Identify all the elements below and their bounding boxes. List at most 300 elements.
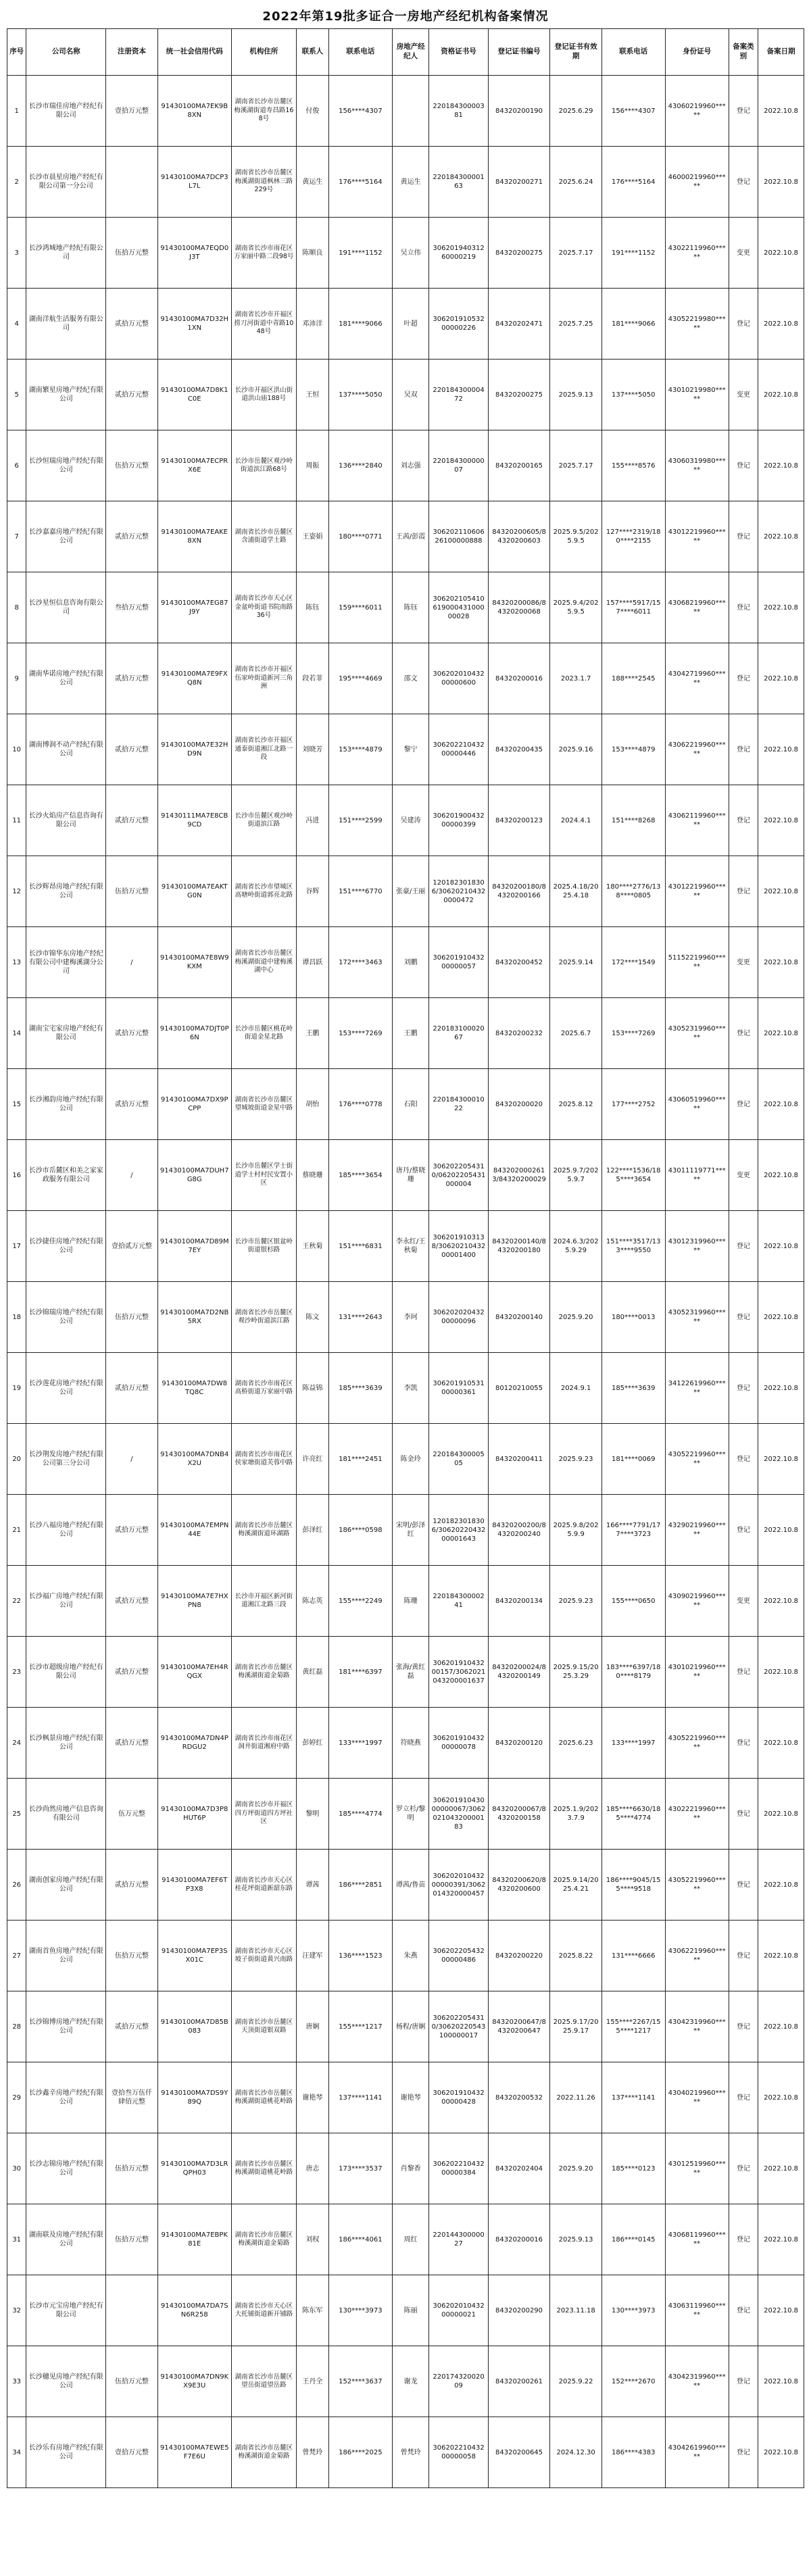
table-cell: 登记: [729, 1637, 758, 1708]
table-cell: 2025.9.8/2025.9.9: [550, 1495, 601, 1566]
table-cell: 伍拾万元整: [106, 856, 157, 927]
table-cell: 157****5917/157****6011: [601, 572, 665, 643]
table-cell: 155****1217: [328, 1991, 392, 2062]
table-cell: 湖南省长沙市开福区通泰街道湘江北路一段: [231, 714, 296, 785]
table-cell: 吴建涛: [392, 785, 429, 856]
table-cell: 173****3537: [328, 2133, 392, 2204]
table-cell: 176****0778: [328, 1069, 392, 1140]
table-cell: 湖南省长沙市岳麓区天顶街道银双路: [231, 1991, 296, 2062]
table-cell: 长沙市晨星房地产经纪有限公司第一分公司: [26, 147, 106, 218]
table-cell: 91430100MA7EK9B8XN: [157, 76, 231, 147]
table-cell: 151****6831: [328, 1211, 392, 1282]
column-header: 公司名称: [26, 29, 106, 76]
table-cell: 43012319960*****: [665, 1211, 729, 1282]
table-cell: 刘志强: [392, 430, 429, 501]
table-cell: 2022.10.8: [758, 2417, 804, 2488]
table-cell: 2025.9.20: [550, 1282, 601, 1353]
table-cell: 43010219980*****: [665, 360, 729, 430]
table-cell: 43068219960*****: [665, 572, 729, 643]
table-cell: 登记: [729, 1282, 758, 1353]
table-cell: 16: [7, 1140, 26, 1211]
table-cell: 长沙市瑞佳房地产经纪有限公司: [26, 76, 106, 147]
table-cell: 84320200140: [488, 1282, 550, 1353]
table-cell: 李凯: [392, 1353, 429, 1424]
column-header: 身份证号: [665, 29, 729, 76]
table-cell: 12: [7, 856, 26, 927]
table-cell: 登记: [729, 2275, 758, 2346]
table-cell: 伍拾万元整: [106, 218, 157, 289]
table-cell: 登记: [729, 1991, 758, 2062]
table-cell: 9: [7, 643, 26, 714]
table-cell: 贰拾万元整: [106, 360, 157, 430]
table-cell: 185****3639: [328, 1353, 392, 1424]
table-cell: 155****2249: [328, 1566, 392, 1637]
table-cell: 17: [7, 1211, 26, 1282]
table-cell: 湖南省长沙市天心区桂花坪街道新韶东路: [231, 1850, 296, 1921]
table-cell: 伍拾万元整: [106, 2346, 157, 2417]
table-cell: 84320200134: [488, 1566, 550, 1637]
table-cell: 43040219960*****: [665, 2062, 729, 2133]
table-cell: 51152219960*****: [665, 927, 729, 998]
table-cell: 2022.10.8: [758, 572, 804, 643]
table-cell: 91430100MA7E32HD9N: [157, 714, 231, 785]
table-cell: 2025.9.20: [550, 2133, 601, 2204]
table-cell: /: [106, 1140, 157, 1211]
table-cell: 151****6770: [328, 856, 392, 927]
table-cell: 22018430000007: [429, 430, 488, 501]
table-cell: 长沙市开福区洪山街道洪山庙188号: [231, 360, 296, 430]
table-cell: 91430100MA7EAKE8XN: [157, 501, 231, 572]
table-cell: 长沙市岳麓区银盆岭街道银杉路: [231, 1211, 296, 1282]
table-cell: 3: [7, 218, 26, 289]
table-cell: 唐丹/蔡晓珊: [392, 1140, 429, 1211]
table-cell: 91430100MA7DN9KX9E3U: [157, 2346, 231, 2417]
table-cell: 84320200200/84320200240: [488, 1495, 550, 1566]
column-header: 资格证书号: [429, 29, 488, 76]
table-cell: 32: [7, 2275, 26, 2346]
table-cell: 2022.10.8: [758, 218, 804, 289]
table-cell: 2025.6.7: [550, 998, 601, 1069]
table-row: [7, 1211, 804, 1282]
table-cell: 2025.4.18/2025.4.18: [550, 856, 601, 927]
table-cell: 30620211060626100000888: [429, 501, 488, 572]
table-row: [7, 572, 804, 643]
table-cell: 长沙市岳麓区观沙岭街道滨江路68号: [231, 430, 296, 501]
table-row: [7, 1637, 804, 1708]
table-cell: 叶超: [392, 289, 429, 360]
table-cell: 湖南省长沙市雨花区洞井街道湘府中路: [231, 1708, 296, 1779]
table-cell: 8: [7, 572, 26, 643]
table-cell: 91430100MA7D8K1C0E: [157, 360, 231, 430]
table-row: [7, 643, 804, 714]
table-cell: 朱燕: [392, 1921, 429, 1991]
table-cell: 唐娴: [296, 1991, 328, 2062]
table-cell: 30620191043000000067/306202104320000183: [429, 1779, 488, 1850]
table-cell: 黎明: [296, 1779, 328, 1850]
table-cell: 180****0013: [601, 1282, 665, 1353]
table-cell: 长沙鑫辛房地产经纪有限公司: [26, 2062, 106, 2133]
table-cell: 31: [7, 2204, 26, 2275]
table-cell: 长沙市岳麓区观沙岭街道滨江路: [231, 785, 296, 856]
table-cell: 2022.10.8: [758, 927, 804, 998]
column-header: 注册资本: [106, 29, 157, 76]
table-cell: 长沙市锦华东房地产经纪有限公司中建梅溪湖分公司: [26, 927, 106, 998]
table-cell: 冯进: [296, 785, 328, 856]
table-cell: 登记: [729, 785, 758, 856]
table-cell: 长沙乐有房地产经纪有限公司: [26, 2417, 106, 2488]
table-cell: 2022.10.8: [758, 2204, 804, 2275]
table-cell: 长沙八福房地产经纪有限公司: [26, 1495, 106, 1566]
table-cell: 18: [7, 1282, 26, 1353]
table-cell: 壹拾万元整: [106, 76, 157, 147]
table-cell: 2025.1.9/2023.7.9: [550, 1779, 601, 1850]
table-cell: 22014430000027: [429, 2204, 488, 2275]
table-cell: 陈珊: [392, 1566, 429, 1637]
table-cell: 166****7791/177****3723: [601, 1495, 665, 1566]
table-cell: 登记: [729, 714, 758, 785]
table-cell: 185****0123: [601, 2133, 665, 2204]
table-cell: 43010219960*****: [665, 1637, 729, 1708]
table-cell: 肖黎香: [392, 2133, 429, 2204]
table-cell: 2025.6.23: [550, 1708, 601, 1779]
table-cell: 湖南省长沙市岳麓区梅溪湖街道金菊路: [231, 2417, 296, 2488]
table-cell: 黄红磊: [296, 1637, 328, 1708]
table-cell: 91430100MA7D89M7EY: [157, 1211, 231, 1282]
table-cell: 贰拾万元整: [106, 785, 157, 856]
table-cell: 130****3973: [601, 2275, 665, 2346]
table-cell: 符晓燕: [392, 1708, 429, 1779]
table-row: [7, 2346, 804, 2417]
table-cell: 陈东军: [296, 2275, 328, 2346]
table-cell: 长沙鸿城地产经纪有限公司: [26, 218, 106, 289]
table-cell: 91430100MA7DW8TQ8C: [157, 1353, 231, 1424]
table-row: [7, 1566, 804, 1637]
table-cell: 2025.9.5/2025.9.5: [550, 501, 601, 572]
table-cell: 91430111MA7E8CB9CD: [157, 785, 231, 856]
table-cell: 湖南省长沙市天心区坡子街街道黄兴南路: [231, 1921, 296, 1991]
table-cell: 2022.10.8: [758, 501, 804, 572]
table-row: [7, 1708, 804, 1779]
table-cell: 91430100MA7EAKTG0N: [157, 856, 231, 927]
table-cell: 长沙荆发房地产经纪有限公司第三分公司: [26, 1424, 106, 1495]
table-cell: 贰拾万元整: [106, 1637, 157, 1708]
table-cell: 湖南宝宅家房地产经纪有限公司: [26, 998, 106, 1069]
table-cell: 91430100MA7D3LRQPH03: [157, 2133, 231, 2204]
table-cell: 137****1141: [328, 2062, 392, 2133]
table-cell: 登记: [729, 1921, 758, 1991]
table-cell: 153****7269: [328, 998, 392, 1069]
table-row: [7, 360, 804, 430]
column-header: 机构住所: [231, 29, 296, 76]
table-cell: 30620220543200000486: [429, 1921, 488, 1991]
table-cell: 30620221043200000446: [429, 714, 488, 785]
table-cell: 叁拾万元整: [106, 572, 157, 643]
table-cell: 湖南省长沙市岳麓区观沙岭街道滨江路: [231, 1282, 296, 1353]
table-cell: 84320200261: [488, 2346, 550, 2417]
table-cell: 谭昌跃: [296, 927, 328, 998]
table-cell: 22: [7, 1566, 26, 1637]
table-row: [7, 2133, 804, 2204]
table-cell: 84320200647/84320200647: [488, 1991, 550, 2062]
table-cell: 2022.10.8: [758, 1779, 804, 1850]
table-cell: 2: [7, 147, 26, 218]
table-cell: 136****1523: [328, 1921, 392, 1991]
table-cell: 22018430001022: [429, 1069, 488, 1140]
table-cell: 张海/黄红磊: [392, 1637, 429, 1708]
table-cell: 91430100MA7D3P8HUT6P: [157, 1779, 231, 1850]
table-cell: 登记: [729, 2346, 758, 2417]
table-cell: 84320200620/84320200600: [488, 1850, 550, 1921]
table-cell: 长沙辉昂房地产经纪有限公司: [26, 856, 106, 927]
table-cell: 153****4879: [601, 714, 665, 785]
column-header: 备案类别: [729, 29, 758, 76]
table-cell: 罗立杉/黎明: [392, 1779, 429, 1850]
table-cell: 2022.10.8: [758, 1637, 804, 1708]
table-cell: 2022.10.8: [758, 785, 804, 856]
table-cell: 湖南洋航生活服务有限公司: [26, 289, 106, 360]
table-cell: 181****6397: [328, 1637, 392, 1708]
table-cell: 长沙市元宝房地产经纪有限公司: [26, 2275, 106, 2346]
table-cell: 长沙枫景房地产经纪有限公司: [26, 1708, 106, 1779]
table-cell: 宋明/彭泽红: [392, 1495, 429, 1566]
table-cell: 2025.7.17: [550, 218, 601, 289]
table-cell: 186****0598: [328, 1495, 392, 1566]
table-cell: 2022.10.8: [758, 76, 804, 147]
table-cell: 2023.11.18: [550, 2275, 601, 2346]
table-cell: 变更: [729, 1140, 758, 1211]
table-cell: 43042319960*****: [665, 2346, 729, 2417]
table-row: [7, 2062, 804, 2133]
table-cell: 84320200020: [488, 1069, 550, 1140]
table-cell: 王秋菊: [296, 1211, 328, 1282]
table-cell: 李永红/王秋菊: [392, 1211, 429, 1282]
table-cell: 22018430000163: [429, 147, 488, 218]
table-cell: 王茜/彭霞: [392, 501, 429, 572]
table-cell: 181****9066: [601, 289, 665, 360]
table-cell: 30620202043200000096: [429, 1282, 488, 1353]
table-cell: 湖南省长沙市开福区四方坪街道四方坪社区: [231, 1779, 296, 1850]
table-cell: 登记: [729, 1779, 758, 1850]
table-cell: 43052219960*****: [665, 1424, 729, 1495]
table-cell: 陈顺良: [296, 218, 328, 289]
table-cell: 84320200120: [488, 1708, 550, 1779]
table-cell: 43090219960*****: [665, 1566, 729, 1637]
table-cell: 185****3639: [601, 1353, 665, 1424]
table-cell: 2022.10.8: [758, 1424, 804, 1495]
table-cell: 43052219960*****: [665, 1708, 729, 1779]
table-cell: 伍拾万元整: [106, 430, 157, 501]
table-cell: 84320200411: [488, 1424, 550, 1495]
column-header: 备案日期: [758, 29, 804, 76]
table-cell: 28: [7, 1991, 26, 2062]
table-row: [7, 1779, 804, 1850]
table-cell: 152****3637: [328, 2346, 392, 2417]
table-cell: 7: [7, 501, 26, 572]
table-cell: 长沙锦博房地产经纪有限公司: [26, 1991, 106, 2062]
table-cell: 长沙市开福区新河街道湘江北路三段: [231, 1566, 296, 1637]
table-cell: 195****4669: [328, 643, 392, 714]
table-cell: 84320202471: [488, 289, 550, 360]
table-cell: 变更: [729, 1566, 758, 1637]
table-cell: 46000219960*****: [665, 147, 729, 218]
table-cell: 2025.9.13: [550, 360, 601, 430]
table-cell: 91430100MA7EWE5F7E6U: [157, 2417, 231, 2488]
table-cell: 1201823018306/3062022043200001643: [429, 1495, 488, 1566]
table-cell: 王姿娟: [296, 501, 328, 572]
table-cell: 2025.6.29: [550, 76, 601, 147]
column-header: 登记证书编号: [488, 29, 550, 76]
table-cell: 43290219960*****: [665, 1495, 729, 1566]
table-cell: 21: [7, 1495, 26, 1566]
table-cell: 91430100MA7DCP3L7L: [157, 147, 231, 218]
table-cell: 王鹏: [392, 998, 429, 1069]
table-cell: 43052319960*****: [665, 998, 729, 1069]
table-cell: 黎宁: [392, 714, 429, 785]
column-header: 联系电话: [601, 29, 665, 76]
table-cell: 22018310002067: [429, 998, 488, 1069]
column-header: 房地产经纪人: [392, 29, 429, 76]
table-row: [7, 501, 804, 572]
table-cell: 84320200180/84320200166: [488, 856, 550, 927]
table-cell: 2024.12.30: [550, 2417, 601, 2488]
table-cell: 30620201043200000391/3062014320000457: [429, 1850, 488, 1921]
column-header: 联系人: [296, 29, 328, 76]
table-cell: 曾梵玲: [392, 2417, 429, 2488]
table-row: [7, 1069, 804, 1140]
table-cell: 2022.10.8: [758, 2062, 804, 2133]
table-cell: 王丹全: [296, 2346, 328, 2417]
column-header: 联系电话: [328, 29, 392, 76]
table-cell: 湖南省长沙市岳麓区梅溪湖街道寿昌路168号: [231, 76, 296, 147]
table-cell: 贰拾万元整: [106, 1353, 157, 1424]
table-cell: 43022219960*****: [665, 1779, 729, 1850]
table-cell: 2025.6.24: [550, 147, 601, 218]
table-cell: 91430100MA7EBPK81E: [157, 2204, 231, 2275]
table-cell: 长沙市超级房地产经纪有限公司: [26, 1637, 106, 1708]
table-row: [7, 1424, 804, 1495]
table-cell: 3062022054310/30620220543100000017: [429, 1991, 488, 2062]
table-cell: 湖南省长沙市岳麓区梅溪湖街道桃花岭路: [231, 2062, 296, 2133]
table-cell: 136****2840: [328, 430, 392, 501]
table-cell: 2022.10.8: [758, 1921, 804, 1991]
table-cell: 191****1152: [328, 218, 392, 289]
table-cell: 长沙福广房地产经纪有限公司: [26, 1566, 106, 1637]
table-row: [7, 289, 804, 360]
table-row: [7, 998, 804, 1069]
table-cell: 153****4879: [328, 714, 392, 785]
table-cell: 2022.10.8: [758, 1566, 804, 1637]
table-cell: 188****2545: [601, 643, 665, 714]
table-cell: 湖南省长沙市岳麓区含浦街道学士路: [231, 501, 296, 572]
table-cell: [106, 147, 157, 218]
table-row: [7, 785, 804, 856]
table-cell: 43062219960*****: [665, 1921, 729, 1991]
table-cell: 付俊: [296, 76, 328, 147]
table-cell: 湖南省长沙市开福区捞刀河街道中青路1048号: [231, 289, 296, 360]
table-cell: 登记: [729, 2204, 758, 2275]
table-cell: 13: [7, 927, 26, 998]
table-cell: 湖南创家房地产经纪有限公司: [26, 1850, 106, 1921]
table-cell: 黄运生: [296, 147, 328, 218]
table-cell: 汪建军: [296, 1921, 328, 1991]
table-cell: 30620210541061900043100000028: [429, 572, 488, 643]
table-cell: 185****6630/185****4774: [601, 1779, 665, 1850]
table-cell: 91430100MA7DX9PCPP: [157, 1069, 231, 1140]
table-cell: 谭茜: [296, 1850, 328, 1921]
table-cell: 长沙恒瑞房地产经纪有限公司: [26, 430, 106, 501]
table-cell: 2022.10.8: [758, 856, 804, 927]
table-cell: 29: [7, 2062, 26, 2133]
table-cell: 陈钰: [296, 572, 328, 643]
table-cell: 22017432002009: [429, 2346, 488, 2417]
table-cell: 91430100MA7DNB4X2U: [157, 1424, 231, 1495]
column-header: 序号: [7, 29, 26, 76]
table-cell: 181****2451: [328, 1424, 392, 1495]
table-cell: 湖南省长沙市岳麓区梅溪湖街道枫林三路229号: [231, 147, 296, 218]
table-cell: 30620221043200000384: [429, 2133, 488, 2204]
table-cell: 长沙莲花房地产经纪有限公司: [26, 1353, 106, 1424]
table-cell: 贰拾万元整: [106, 1069, 157, 1140]
table-cell: 172****3463: [328, 927, 392, 998]
table-cell: 登记: [729, 1211, 758, 1282]
table-cell: 变更: [729, 360, 758, 430]
table-cell: 43052319960*****: [665, 1282, 729, 1353]
table-cell: 吴双: [392, 360, 429, 430]
table-cell: 贰拾万元整: [106, 1708, 157, 1779]
table-cell: 2022.10.8: [758, 643, 804, 714]
table-cell: 2025.9.14: [550, 927, 601, 998]
table-cell: 陈文: [296, 1282, 328, 1353]
table-cell: 陈金玲: [392, 1424, 429, 1495]
column-header: 统一社会信用代码: [157, 29, 231, 76]
table-cell: 30620190043200000399: [429, 785, 488, 856]
table-cell: 43062119960*****: [665, 785, 729, 856]
table-cell: 邓沛洋: [296, 289, 328, 360]
table-cell: 22018430000472: [429, 360, 488, 430]
table-cell: 186****2025: [328, 2417, 392, 2488]
table-cell: 湖南联及房地产经纪有限公司: [26, 2204, 106, 2275]
table-row: [7, 714, 804, 785]
table-cell: 2025.9.23: [550, 1566, 601, 1637]
table-cell: 2024.9.1: [550, 1353, 601, 1424]
table-cell: 185****4774: [328, 1779, 392, 1850]
table-cell: 壹拾万元整: [106, 2417, 157, 2488]
table-row: [7, 1991, 804, 2062]
table-row: [7, 76, 804, 147]
table-cell: 陈益锦: [296, 1353, 328, 1424]
table-cell: 登记: [729, 289, 758, 360]
table-cell: 登记: [729, 2133, 758, 2204]
table-cell: 1201823018306/306202104320000472: [429, 856, 488, 927]
table-cell: 湖南博润不动产经纪有限公司: [26, 714, 106, 785]
table-cell: 2022.10.8: [758, 360, 804, 430]
table-cell: 邵文: [392, 643, 429, 714]
table-cell: 91430100MA7D85B083: [157, 1991, 231, 2062]
table-cell: 91430100MA7DJT0P6N: [157, 998, 231, 1069]
table-cell: 84320200016: [488, 643, 550, 714]
table-cell: 43062219960*****: [665, 714, 729, 785]
table-cell: 长沙市岳麓区桃花岭街道金星北路: [231, 998, 296, 1069]
table-cell: 湖南省长沙市岳麓区望城坡街道金星中路: [231, 1069, 296, 1140]
table-cell: 伍万元整: [106, 1779, 157, 1850]
table-cell: 91430100MA7D32H1XN: [157, 289, 231, 360]
table-cell: 谷辉: [296, 856, 328, 927]
table-cell: 伍拾万元整: [106, 2133, 157, 2204]
table-cell: 91430100MA7DS9Y89Q: [157, 2062, 231, 2133]
table-cell: 张豪/王丽: [392, 856, 429, 927]
table-row: [7, 2417, 804, 2488]
table-row: [7, 147, 804, 218]
